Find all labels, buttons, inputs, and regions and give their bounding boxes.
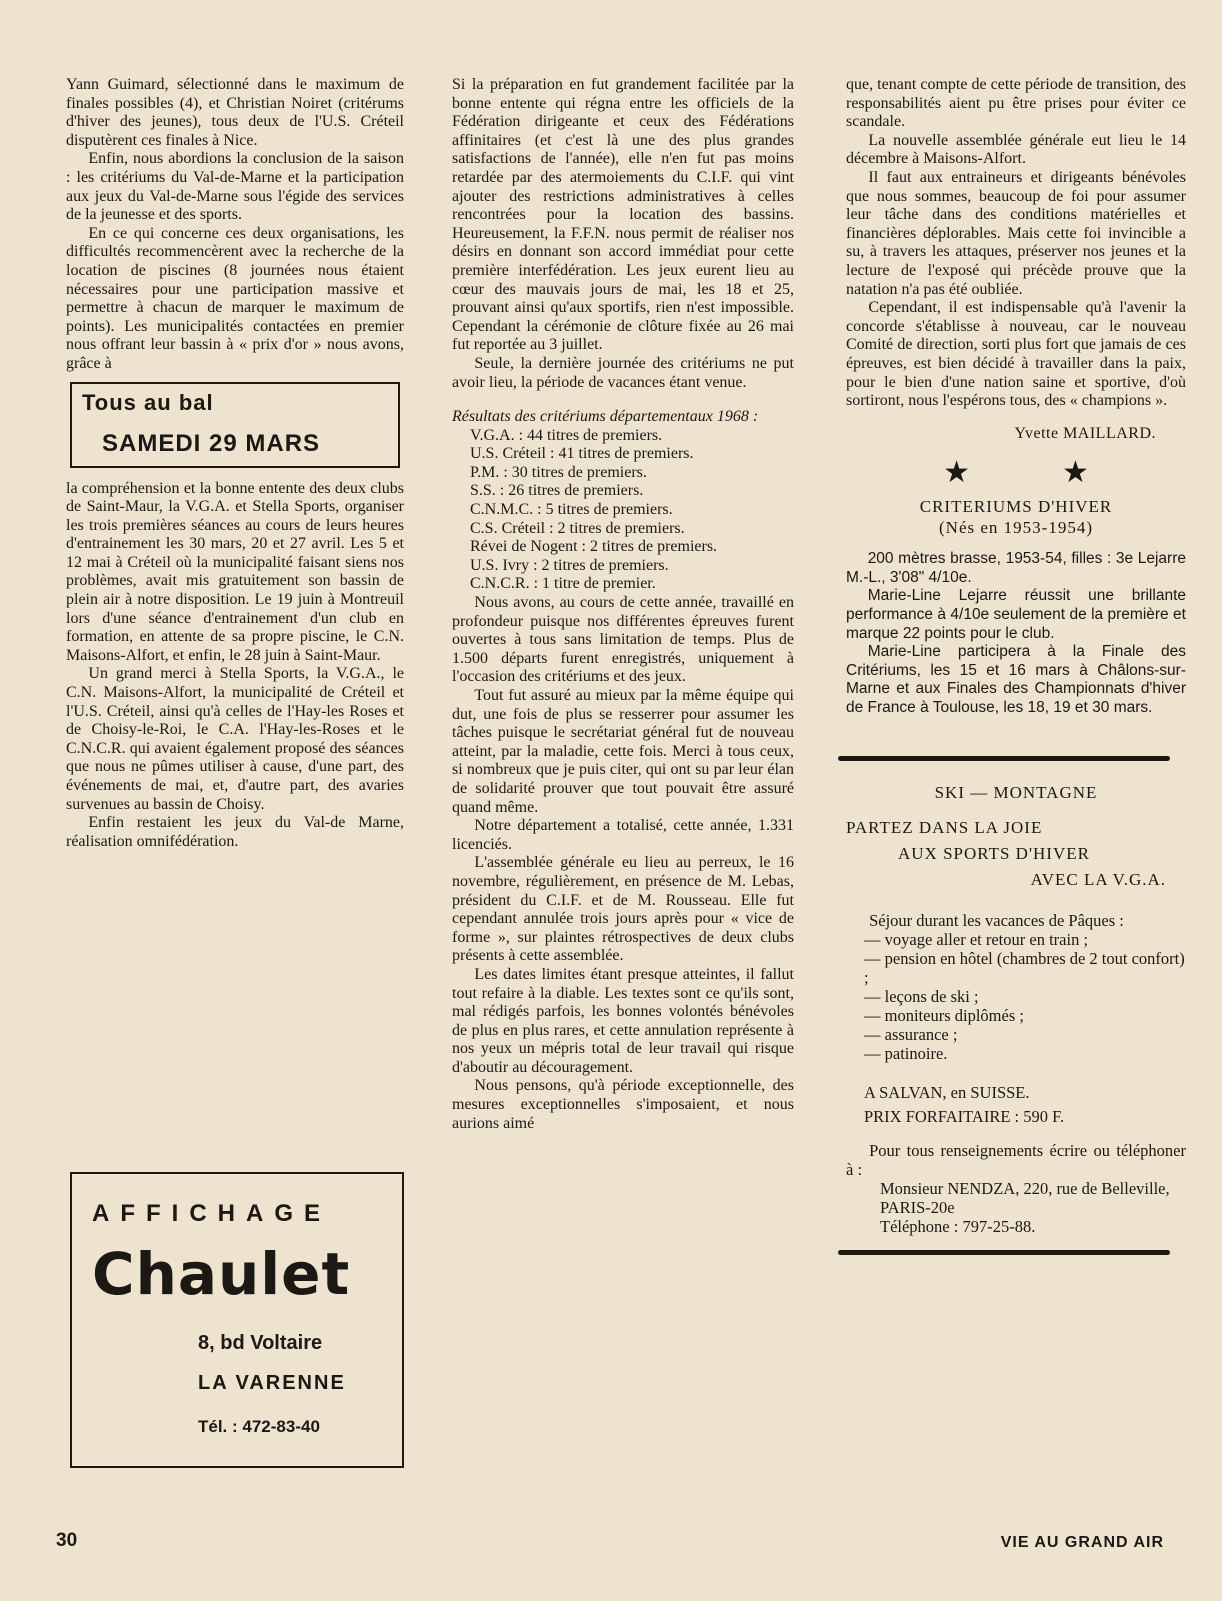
ski-item: — moniteurs diplômés ; <box>864 1005 1024 1025</box>
col1-paragraph-2: Enfin, nous abordions la conclusion de la saison : les critériums du Val-de-Marne et la participation aux jeux du Val-de-Marne sous l'égide des services de la jeunesse et des sports. <box>66 150 404 224</box>
ski-location: A SALVAN, en SUISSE. <box>864 1082 1030 1102</box>
col2-paragraph-5: Notre département a totalisé, cette année, 1.331 licenciés. <box>452 817 794 853</box>
col2-paragraph-8: Nous pensons, qu'à période exceptionnelle, des mesures exceptionnelles s'imposaient, et nous aurions aimé <box>452 1077 794 1132</box>
results-title: Résultats des critériums départementaux 1968 : <box>452 408 759 426</box>
ski-contact: Pour tous renseignements écrire ou téléphoner à : <box>846 1140 1186 1179</box>
result-item: P.M. : 30 titres de premiers. <box>470 463 647 481</box>
col1-paragraph-6: Enfin restaient les jeux du Val-de Marne, réalisation omnifédération. <box>66 814 404 850</box>
col2-paragraph-1: Si la préparation en fut grandement facilitée par la bonne entente qui régna entre les officiels de la Fédération dirigeante et ceux des Fédérations affinitaires (et c'est là une des plus grandes satisfactions de l'année), elle n'en fut pas moins retardée par des atermoiements du C.I.F. qui vint ajouter des restrictions administratives à celles rencontrées pour la location des bassins. Heureusement, la F.F.N. nous permit de réaliser nos désirs en donnant son accord immédiat pour cette première interfédération. Les jeux eurent lieu au cœur des mauvais jours de mai, les 18 et 25, prouvant ainsi qu'aux sportifs, rien n'est impossible. Cependant la cérémonie de clôture fixée au 26 mai fut reportée au 3 juillet. <box>452 76 794 354</box>
ski-contact-name: Monsieur NENDZA, 220, rue de Belleville, PARIS-20e <box>880 1178 1170 1217</box>
criteriums-paragraph-2: Marie-Line Lejarre réussit une brillante performance à 4/10e seulement de la première et marque 22 points pour le club. <box>846 587 1186 642</box>
bal-announcement-box <box>70 382 400 468</box>
ad-city: LA VARENNE <box>198 1372 346 1394</box>
result-item: Révei de Nogent : 2 titres de premiers. <box>470 538 718 556</box>
result-item: U.S. Créteil : 41 titres de premiers. <box>470 445 694 463</box>
result-item: C.S. Créteil : 2 titres de premiers. <box>470 519 685 537</box>
ski-item: — pension en hôtel (chambres de 2 tout confort) ; <box>864 948 1185 987</box>
ad-brand-name: Chaulet <box>92 1240 351 1308</box>
slogan-line: AUX SPORTS D'HIVER <box>898 843 1090 863</box>
ski-item: — assurance ; <box>864 1024 958 1044</box>
ski-item: — leçons de ski ; <box>864 986 979 1006</box>
slogan-line: PARTEZ DANS LA JOIE <box>846 817 1043 837</box>
ski-contact-tel: Téléphone : 797-25-88. <box>880 1216 1036 1236</box>
star-icon: ★ <box>1062 456 1089 490</box>
box-top-rule <box>72 382 398 384</box>
col3-paragraph-3: Il faut aux entraineurs et dirigeants bénévoles que nous sommes, beaucoup de foi pour assumer leur tâche dans des conditions matérielles et financières déplorables. Mais cette foi invincible a su, à travers les attaques, préserver nos jeunes et la lecture de l'exposé qui précède prouve que la natation n'a pas été oubliée. <box>846 168 1186 298</box>
column-1 <box>66 76 404 851</box>
col1-paragraph-1: Yann Guimard, sélectionné dans le maximum de finales possibles (4), et Christian Noiret (critérums d'hiver des jeunes), tous deux de l'U.S. Créteil disputèrent ces finales à Nice. <box>66 76 404 149</box>
result-item: U.S. Ivry : 2 titres de premiers. <box>470 556 669 574</box>
result-item: C.N.M.C. : 5 titres de premiers. <box>470 501 673 519</box>
box-bottom-rule <box>72 466 398 468</box>
section-rule <box>838 1250 1170 1255</box>
section-divider-stars <box>846 455 1186 490</box>
result-item: S.S. : 26 titres de premiers. <box>470 482 644 500</box>
criteriums-title: CRITERIUMS D'HIVER <box>919 497 1113 517</box>
ski-item: — voyage aller et retour en train ; <box>864 929 1089 949</box>
col3-paragraph-2: La nouvelle assemblée générale eut lieu le 14 décembre à Maisons-Alfort. <box>846 131 1186 168</box>
col2-paragraph-3: Nous avons, au cours de cette année, travaillé en profondeur puisque nos différentes épreuves furent ouvertes à tous sans limitation de temps. Plus de 1.500 départs furent enregistrés, uniquement à l'occasion des critériums et des jeux. <box>452 594 794 686</box>
ski-item: — patinoire. <box>864 1043 948 1063</box>
column-3 <box>846 76 1186 1255</box>
col1-paragraph-4: la compréhension et la bonne entente des deux clubs de Saint-Maur, la V.G.A. et Stella Sports, organiser les trois premières séances au cours de leurs heures d'entrainement les 30 mars, 20 et 27 avril. Les 5 et 12 mai à Créteil où la municipalité faisant siens nos problèmes, avait mis gratuitement son bassin de plein air à notre disposition. Le 19 juin à Montreuil lors d'une séance d'entrainement d'un club en formation, en attente de sa propre piscine, le C.N. Maisons-Alfort, et enfin, le 28 juin à Saint-Maur. <box>66 479 404 664</box>
ad-affichage-label: AFFICHAGE <box>92 1200 331 1227</box>
criteriums-paragraph-3: Marie-Line participera à la Finale des Critériums, les 15 et 16 mars à Châlons-sur-Marne et aux Finales des Championnats d'hiver de France à Toulouse, les 18, 19 et 30 mars. <box>846 643 1186 717</box>
result-item: V.G.A. : 44 titres de premiers. <box>470 426 663 444</box>
criteriums-paragraph-1: 200 mètres brasse, 1953-54, filles : 3e Lejarre M.-L., 3'08" 4/10e. <box>846 550 1186 586</box>
ski-title: SKI — MONTAGNE <box>934 782 1098 802</box>
col3-paragraph-4: Cependant, il est indispensable qu'à l'avenir la concorde s'établisse à nouveau, car le nouveau Comité de direction, sorti plus fort que jamais de ces épreuves, est bien décidé à travailler dans la paix, pour le bien d'une nation saine et sportive, d'où sortiront, nous l'espérons tous, des « champions ». <box>846 299 1186 410</box>
page-number: 30 <box>56 1530 78 1551</box>
col2-paragraph-4: Tout fut assuré au mieux par la même équipe qui dut, une fois de plus se resserrer pour assumer les tâches puisque le secrétariat général fut de nouveau atteint, par la maladie, cette fois. Merci à tous ceux, si nombreux que je puis citer, qui ont su par leur élan de solidarité prouver que tout pouvait être assuré quand même. <box>452 687 794 816</box>
col2-paragraph-6: L'assemblée générale eu lieu au perreux, le 16 novembre, régulièrement, en présence de M. Lebas, président du C.I.F. et de M. Rousseau. Elle fut cependant annulée trois jours après pour « vice de forme », sur plaintes rétrospectives de deux clubs présents à cette assemblée. <box>452 854 794 965</box>
result-item: C.N.C.R. : 1 titre de premier. <box>470 575 656 593</box>
ski-slogan <box>846 815 1186 893</box>
bal-title: Tous au bal <box>82 389 214 415</box>
col1-paragraph-5: Un grand merci à Stella Sports, la V.G.A., le C.N. Maisons-Alfort, la municipalité de Créteil et l'U.S. Créteil, ainsi qu'à celles de l'Hay-les Roses et de Choisy-le-Roi, le C.A. l'Hay-les-Roses et le C.N.C.R. qui avaient également proposé des séances que nous ne pûmes utiliser à cause, d'une part, des événements de mai, et, d'autre part, des avaries survenues au bassin de Choisy. <box>66 665 404 813</box>
col3-paragraph-1: que, tenant compte de cette période de transition, des responsabilités aient pu être prises pour éviter ce scandale. <box>846 76 1186 131</box>
ski-price: PRIX FORFAITAIRE : 590 F. <box>864 1106 1065 1126</box>
ski-items-list <box>846 930 1186 1063</box>
criteriums-subtitle: (Nés en 1953-1954) <box>939 518 1093 538</box>
bal-date: SAMEDI 29 MARS <box>102 429 321 457</box>
col1-paragraph-3: En ce qui concerne ces deux organisations, les difficultés recommencèrent avec la recherche de la location de piscines (8 journées nous étaient nécessaires pour une participation massive et permettre à chacun de marquer le maximum de points). Les municipalités contactées en premier nous offrant leur bassin à « prix d'or » nous avons, grâce à <box>66 224 404 372</box>
slogan-line: AVEC LA V.G.A. <box>1030 869 1166 889</box>
star-icon: ★ <box>943 456 970 490</box>
magazine-name: VIE AU GRAND AIR <box>1000 1534 1164 1551</box>
col2-paragraph-7: Les dates limites étant presque atteintes, il fallut tout refaire à la diable. Les textes sont ce qu'ils sont, mal rédigés parfois, les bonnes volontés bénévoles de plus en plus rares, et cette annulation représente à nos yeux un mépris total de leur travail qui risque d'aboutir au découragement. <box>452 965 794 1076</box>
results-list <box>452 427 794 594</box>
ad-address: 8, bd Voltaire <box>198 1332 323 1354</box>
section-rule <box>838 756 1170 761</box>
ski-sejour: Séjour durant les vacances de Pâques : <box>869 910 1124 930</box>
chaulet-advertisement <box>70 1172 404 1468</box>
article-signature: Yvette MAILLARD. <box>1014 424 1156 442</box>
ad-telephone: Tél. : 472-83-40 <box>198 1417 320 1436</box>
col2-paragraph-2: Seule, la dernière journée des critériums ne put avoir lieu, la période de vacances étant venue. <box>452 354 794 391</box>
column-2 <box>452 76 794 1133</box>
